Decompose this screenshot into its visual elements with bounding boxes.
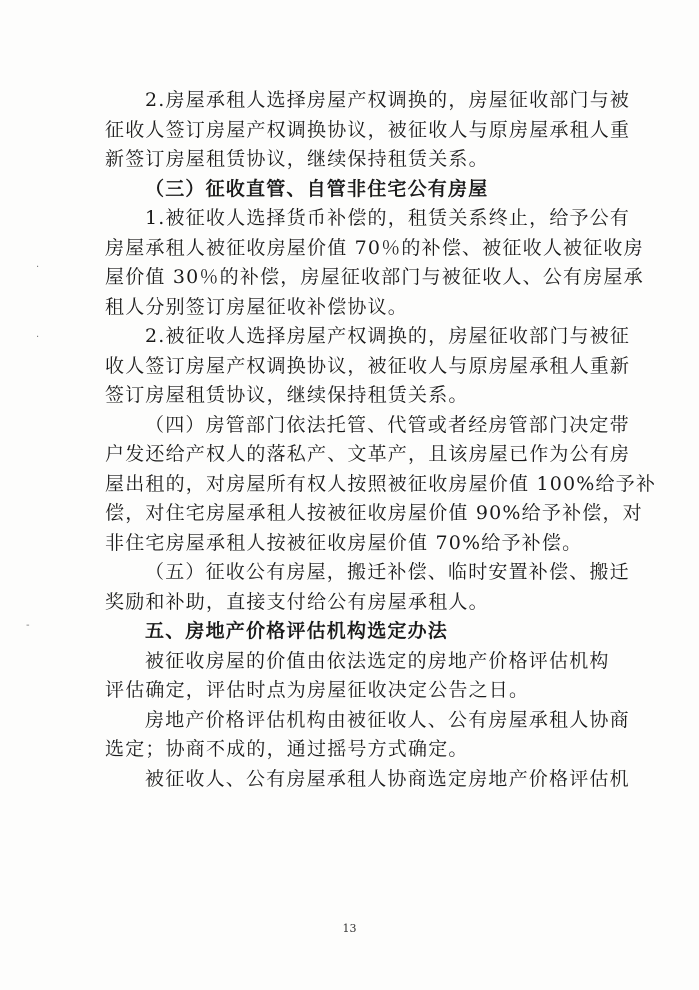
paragraph bbox=[105, 86, 631, 175]
text-line: 非住宅房屋承租人按被征收房屋价值 70%给予补偿。 bbox=[105, 531, 583, 554]
section-heading bbox=[105, 617, 605, 647]
text-line: 租人分别签订房屋征收补偿协议。 bbox=[105, 295, 409, 318]
section-heading bbox=[105, 175, 605, 205]
text-line: 房地产价格评估机构由被征收人、公有房屋承租人协商 bbox=[145, 708, 630, 731]
text-line: 1.被征收人选择货币补偿的，租赁关系终止，给予公有 bbox=[145, 207, 631, 229]
scan-speck: · bbox=[36, 332, 40, 343]
text-line: 2.房屋承租人选择房屋产权调换的，房屋征收部门与被 bbox=[145, 89, 631, 111]
heading-text: （三）征收直管、自管非住宅公有房屋 bbox=[145, 177, 489, 200]
paragraph bbox=[105, 322, 631, 411]
page-number: 13 bbox=[342, 922, 357, 935]
scan-speck: · bbox=[36, 262, 40, 273]
text-line: 新签订房屋租赁协议，继续保持租赁关系。 bbox=[105, 148, 489, 170]
text-line: （五）征收公有房屋，搬迁补偿、临时安置补偿、搬迁 bbox=[145, 561, 630, 583]
text-line: 征收人签订房屋产权调换协议，被征收人与原房屋承租人重 bbox=[105, 118, 631, 141]
scan-speck: - bbox=[26, 620, 30, 631]
text-line: 评估确定，评估时点为房屋征收决定公告之日。 bbox=[105, 679, 530, 701]
text-line: 收人签订房屋产权调换协议，被征收人与原房屋承租人重新 bbox=[105, 354, 631, 377]
text-line: 户发还给产权人的落私产、文革产，且该房屋已作为公有房 bbox=[105, 443, 631, 465]
text-line: 被征收人、公有房屋承租人协商选定房地产价格评估机 bbox=[145, 767, 630, 790]
heading-text: 五、房地产价格评估机构选定办法 bbox=[145, 620, 449, 642]
text-line: 签订房屋租赁协议，继续保持租赁关系。 bbox=[105, 384, 469, 406]
paragraph bbox=[105, 706, 630, 765]
text-line: 选定；协商不成的，通过摇号方式确定。 bbox=[105, 738, 469, 760]
text-line: 屋出租的，对房屋所有权人按照被征收房屋价值 100%给予补 bbox=[105, 472, 657, 495]
paragraph bbox=[105, 765, 630, 795]
text-line: 奖励和补助，直接支付给公有房屋承租人。 bbox=[105, 590, 489, 613]
paragraph bbox=[105, 411, 657, 559]
text-line: 2.被征收人选择房屋产权调换的，房屋征收部门与被征 bbox=[145, 325, 631, 347]
paragraph bbox=[105, 204, 644, 322]
paragraph bbox=[105, 558, 630, 617]
text-line: 被征收房屋的价值由依法选定的房地产价格评估机构 bbox=[145, 649, 610, 672]
text-line: 偿，对住宅房屋承租人按被征收房屋价值 90%给予补偿，对 bbox=[105, 502, 643, 524]
text-line: 屋价值 30％的补偿，房屋征收部门与被征收人、公有房屋承 bbox=[105, 266, 644, 288]
text-line: （四）房管部门依法托管、代管或者经房管部门决定带 bbox=[145, 413, 630, 436]
paragraph bbox=[105, 647, 610, 706]
text-line: 房屋承租人被征收房屋价值 70％的补偿、被征收人被征收房 bbox=[105, 236, 644, 259]
document-body bbox=[105, 86, 657, 794]
